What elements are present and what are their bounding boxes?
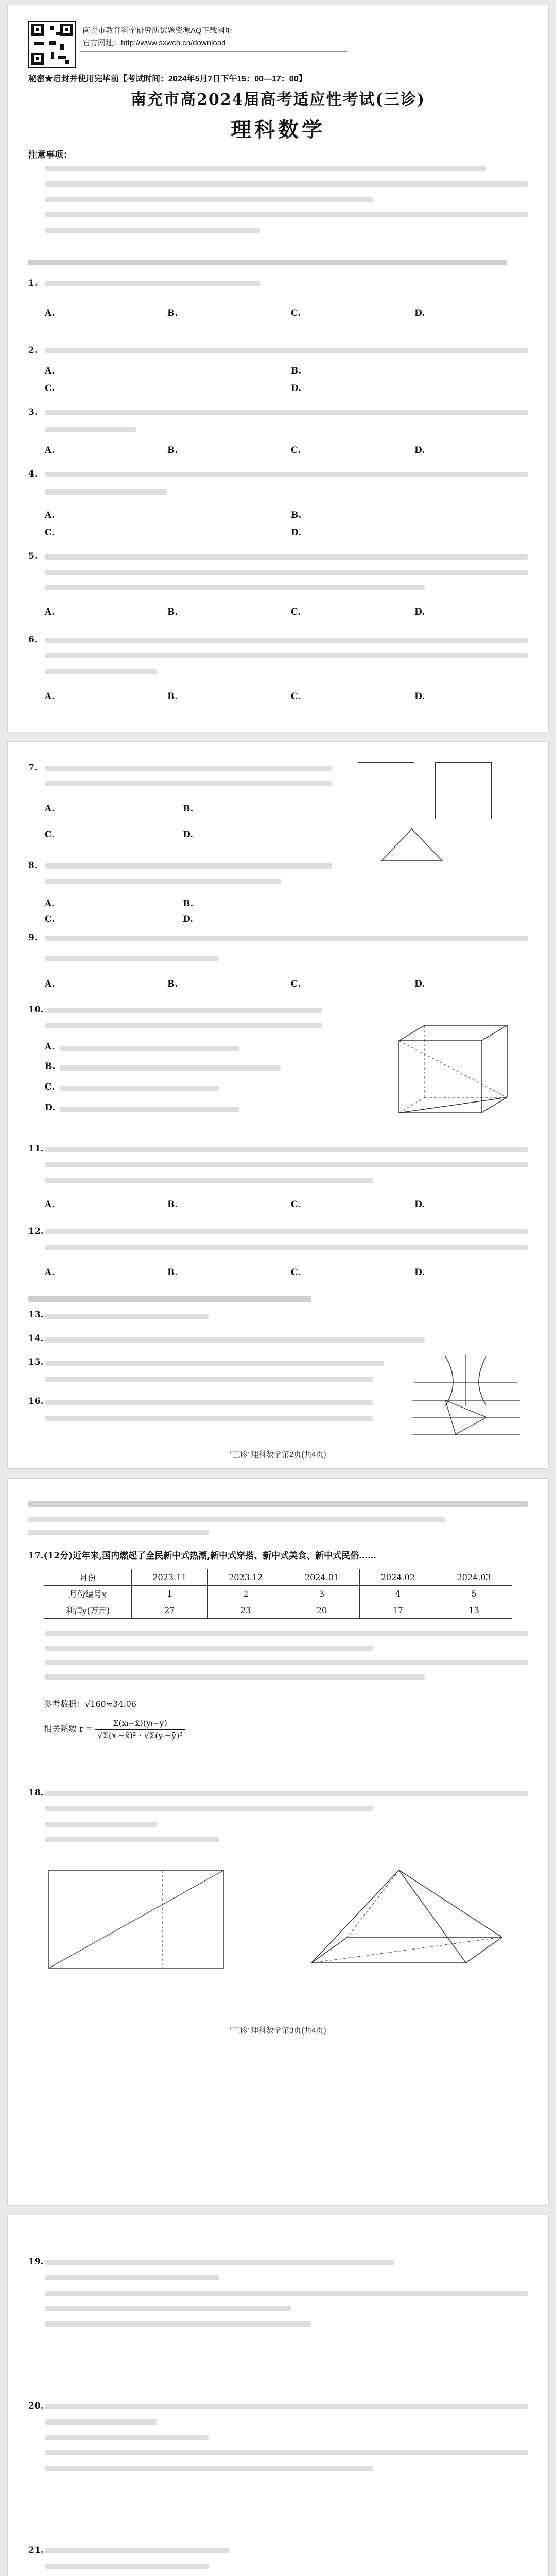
header-line-2: 官方网址：http://www.sxwch.cn/download (82, 39, 226, 47)
question-18: 18. (28, 1788, 528, 1855)
exam-subject: 理科数学 (231, 117, 325, 142)
pyramid-figure (296, 1860, 512, 1989)
secret-line: 秘密★启封并使用完毕前【考试时间：2024年5月7日下午15：00—17：00】 (28, 75, 307, 83)
reference-data: 参考数据：√160≈34.06 (44, 1699, 136, 1709)
question-16: 16. (28, 1396, 528, 1432)
exam-page-1 (8, 5, 548, 732)
question-10: 10. A. B. C. D. (28, 1005, 528, 1133)
front-view-figure (358, 762, 414, 819)
notice-body (28, 163, 528, 250)
question-11: 11. A. B. C. D. (28, 1144, 528, 1221)
header-line-1: 南充市教育科学研究所试题资源AQ下载网址 (82, 26, 233, 35)
question-6: 6. A. B. C. D. (28, 635, 528, 717)
parallel-lines-figure (409, 1394, 523, 1440)
profit-table (44, 1569, 512, 1619)
table-row: 月份编号x 1 2 3 4 5 (44, 1586, 512, 1602)
question-4: 4. A. B. C. D. (28, 469, 528, 546)
question-13: 13. (28, 1310, 528, 1330)
section-2-heading (28, 1294, 528, 1304)
question-15: 15. (28, 1357, 528, 1393)
page-footer: "三诊"理科数学第3页(共4页) (230, 2026, 326, 2035)
question-5: 5. A. B. C. D. (28, 551, 528, 629)
question-1: 1. A. B. C. D. (28, 278, 425, 318)
exam-page-4 (8, 2215, 548, 2576)
page-footer: "三诊"理科数学第2页(共4页) (230, 1450, 326, 1459)
exam-title: 南充市高2024届高考适应性考试(三诊) (131, 91, 425, 109)
question-3: 3. A. B. C. D. (28, 407, 528, 464)
exam-page-2 (8, 742, 548, 1468)
notice-heading: 注意事项： (28, 150, 72, 160)
prism-figure (378, 1010, 523, 1128)
question-8: 8. A. B. C. D. (28, 860, 528, 927)
exam-page-3 (8, 1479, 548, 2205)
question-2: 2. A. B. C. D. (28, 345, 528, 402)
correlation-formula: 相关系数 r = $\frac{\text{Σ(xᵢ−x̄)(yᵢ−ȳ)}}{\text{√Σ(xᵢ−x̄)² · √Σ(yᵢ−ȳ)²}}$ (44, 1718, 185, 1740)
table-row: 月份 2023.11 2023.12 2024.01 2024.02 2024.03 (44, 1569, 512, 1586)
question-17-title: 17.(12分)近年来,国内燃起了全民新中式热潮,新中式穿搭、新中式美食、新中式民俗…… (28, 1551, 377, 1561)
question-9: 9. A. B. C. D. (28, 933, 528, 999)
rectangle-figure (39, 1862, 234, 1981)
table-row: 利润y(万元) 27 23 20 17 13 (44, 1602, 512, 1619)
section-1-heading (28, 258, 528, 268)
question-17-parts (28, 1628, 528, 1690)
section-3-heading (28, 1499, 528, 1510)
question-20: 20. (28, 2401, 528, 2488)
question-19: 19. (28, 2257, 528, 2339)
question-21: 21. (28, 2545, 528, 2576)
question-number: 1. (28, 278, 38, 289)
question-14: 14. (28, 1333, 528, 1354)
side-view-figure (435, 762, 492, 819)
top-view-figure (378, 827, 445, 863)
question-7: 7. A. B. C. D. (28, 762, 528, 855)
section-3-note (28, 1514, 528, 1539)
question-12: 12. A. B. C. D. (28, 1226, 528, 1288)
qr-code-icon (28, 21, 76, 68)
